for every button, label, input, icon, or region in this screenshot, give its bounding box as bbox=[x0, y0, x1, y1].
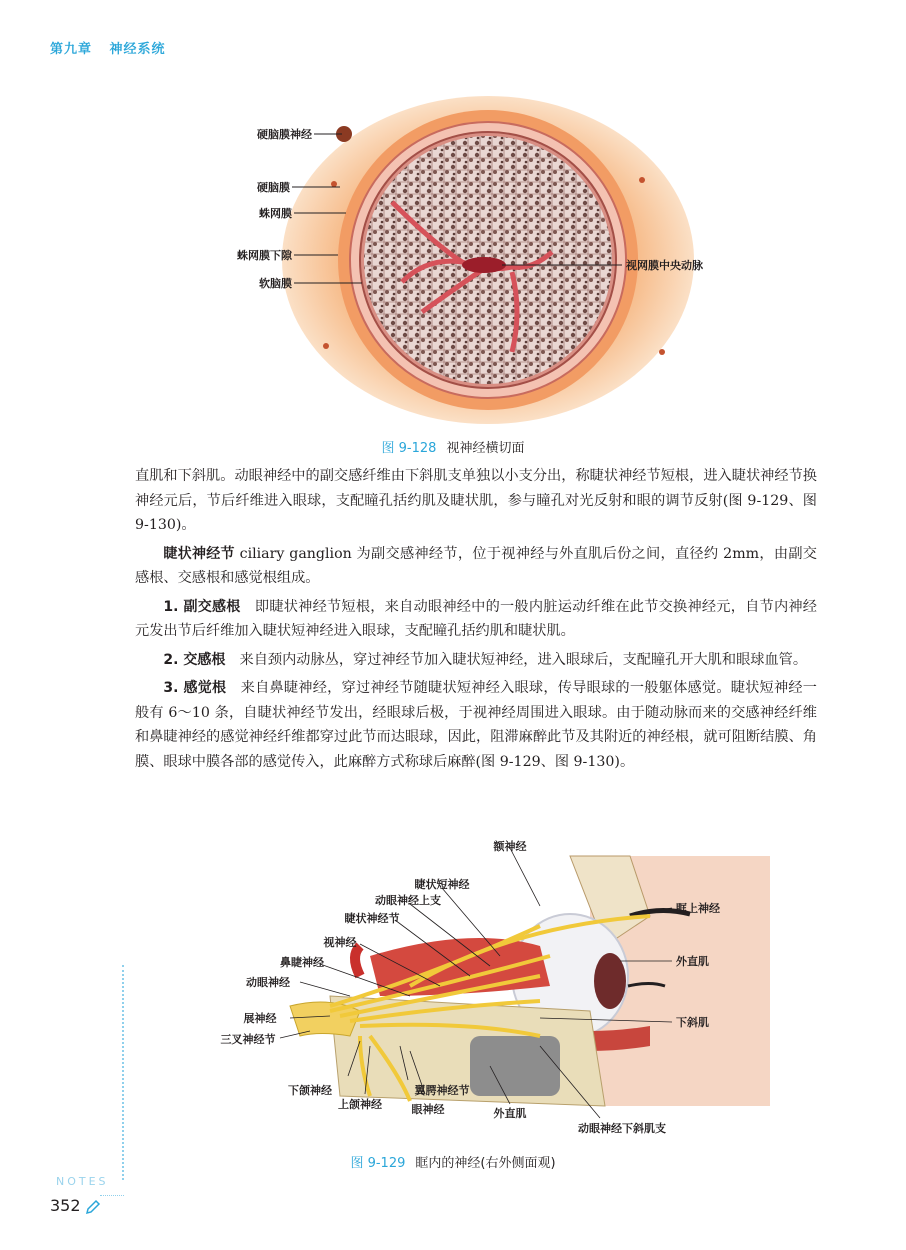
notes-divider bbox=[100, 1195, 124, 1196]
label-abducens-nerve: 展神经 bbox=[243, 1012, 277, 1025]
cornea-lens bbox=[594, 953, 626, 1009]
paragraph: 2. 交感根 来自颈内动脉丛，穿过神经节加入睫状短神经，进入眼球后，支配瞳孔开大肌和眼球血管。 bbox=[163, 651, 808, 668]
label-oculomotor-superior-branch: 动眼神经上支 bbox=[375, 894, 441, 907]
figure-title: 视神经横切面 bbox=[446, 441, 525, 456]
label-inferior-oblique: 下斜肌 bbox=[676, 1016, 709, 1029]
label-central-artery: 视网膜中央动脉 bbox=[626, 259, 703, 272]
paragraph: 直肌和下斜肌。动眼神经中的副交感纤维由下斜肌支单独以小支分出，称睫状神经节短根，进入睫状神经节换神经元后，节后纤维进入眼球，支配瞳孔括约肌及睫状肌，参与瞳孔对光反射和眼的调节反射(图 9-129、图 9-130)。 bbox=[135, 468, 817, 533]
term-ciliary-ganglion: 睫状神经节 bbox=[163, 545, 235, 562]
orbit-nerves-figure bbox=[210, 836, 770, 1146]
paragraph: 睫状神经节 ciliary ganglion 为副交感神经节，位于视神经与外直肌后份之间，直径约 2mm，由副交感根、交感根和感觉根组成。 bbox=[135, 545, 817, 586]
label-dura-nerve: 硬脑膜神经 bbox=[257, 128, 312, 141]
lateral-rectus-stump bbox=[470, 1036, 560, 1096]
notes-label: NOTES bbox=[56, 1175, 109, 1188]
label-nasociliary-nerve: 鼻睫神经 bbox=[280, 956, 324, 969]
label-ciliary-ganglion: 睫状神经节 bbox=[344, 912, 400, 925]
notes-margin-line bbox=[122, 965, 124, 1180]
label-arachnoid: 蛛网膜 bbox=[259, 207, 292, 220]
figure-caption-9-128 bbox=[0, 437, 906, 456]
figure-title: 眶内的神经(右外侧面观) bbox=[415, 1156, 556, 1171]
subheading: 2. 交感根 bbox=[163, 651, 226, 668]
label-supraorbital-nerve: 眶上神经 bbox=[676, 902, 720, 915]
subheading: 3. 感觉根 bbox=[163, 680, 227, 696]
paragraph: 1. 副交感根 即睫状神经节短根，来自动眼神经中的一般内脏运动纤维在此节交换神经元，自节内神经元发出节后纤维加入睫状短神经进入眼球，支配瞳孔括约肌和睫状肌。 bbox=[135, 598, 817, 639]
page-number: 352 bbox=[50, 1196, 81, 1215]
label-dura: 硬脑膜 bbox=[257, 181, 290, 194]
figure-caption-9-129 bbox=[0, 1152, 906, 1171]
label-oculomotor-inferior-oblique-branch: 动眼神经下斜肌支 bbox=[578, 1122, 666, 1135]
label-oculomotor-nerve: 动眼神经 bbox=[246, 976, 290, 989]
label-short-ciliary-nerve: 睫状短神经 bbox=[414, 878, 470, 891]
paragraph: 3. 感觉根 来自鼻睫神经，穿过神经节随睫状短神经入眼球，传导眼球的一般躯体感觉。睫状短神经一般有 6～10 条，自睫状神经节发出，经眼球后极，于视神经周围进入眼球。由于随动脉而来的交感神经纤维和鼻睫神经的感觉神经纤维都穿过此节而达眼球，因此，阻滞麻醉此节及其附近的神经根，就可阻断结膜、角膜、眼球中膜各部的感觉传入，此麻醉方式称球后麻醉(图 9-129、图 9-130)。 bbox=[135, 680, 817, 770]
label-subarachnoid: 蛛网膜下隙 bbox=[237, 249, 292, 262]
label-pia: 软脑膜 bbox=[259, 277, 292, 290]
carotid-artery bbox=[355, 946, 360, 976]
label-frontal-nerve: 额神经 bbox=[493, 840, 527, 853]
label-maxillary-nerve: 上颌神经 bbox=[338, 1098, 382, 1111]
chapter-number: 第九章 bbox=[50, 42, 93, 57]
subheading: 1. 副交感根 bbox=[163, 598, 241, 615]
body-text bbox=[135, 464, 817, 778]
pencil-icon bbox=[84, 1198, 102, 1216]
chapter-title: 神经系统 bbox=[109, 42, 166, 57]
lateral-rectus-muscle bbox=[370, 938, 550, 996]
figure-number: 图 9-129 bbox=[350, 1156, 406, 1171]
label-ophthalmic-nerve: 眼神经 bbox=[411, 1103, 445, 1116]
label-trigeminal-ganglion: 三叉神经节 bbox=[220, 1033, 276, 1046]
running-header bbox=[50, 38, 178, 57]
label-mandibular-nerve: 下颌神经 bbox=[288, 1084, 332, 1097]
label-pterygopalatine-ganglion: 翼腭神经节 bbox=[414, 1084, 470, 1097]
central-retinal-artery bbox=[462, 257, 506, 273]
label-optic-nerve: 视神经 bbox=[323, 936, 357, 949]
figure-number: 图 9-128 bbox=[381, 441, 437, 456]
label-lateral-rectus-bottom: 外直肌 bbox=[493, 1107, 527, 1120]
label-lateral-rectus: 外直肌 bbox=[676, 955, 709, 968]
optic-nerve-cross-section-figure bbox=[222, 92, 742, 428]
